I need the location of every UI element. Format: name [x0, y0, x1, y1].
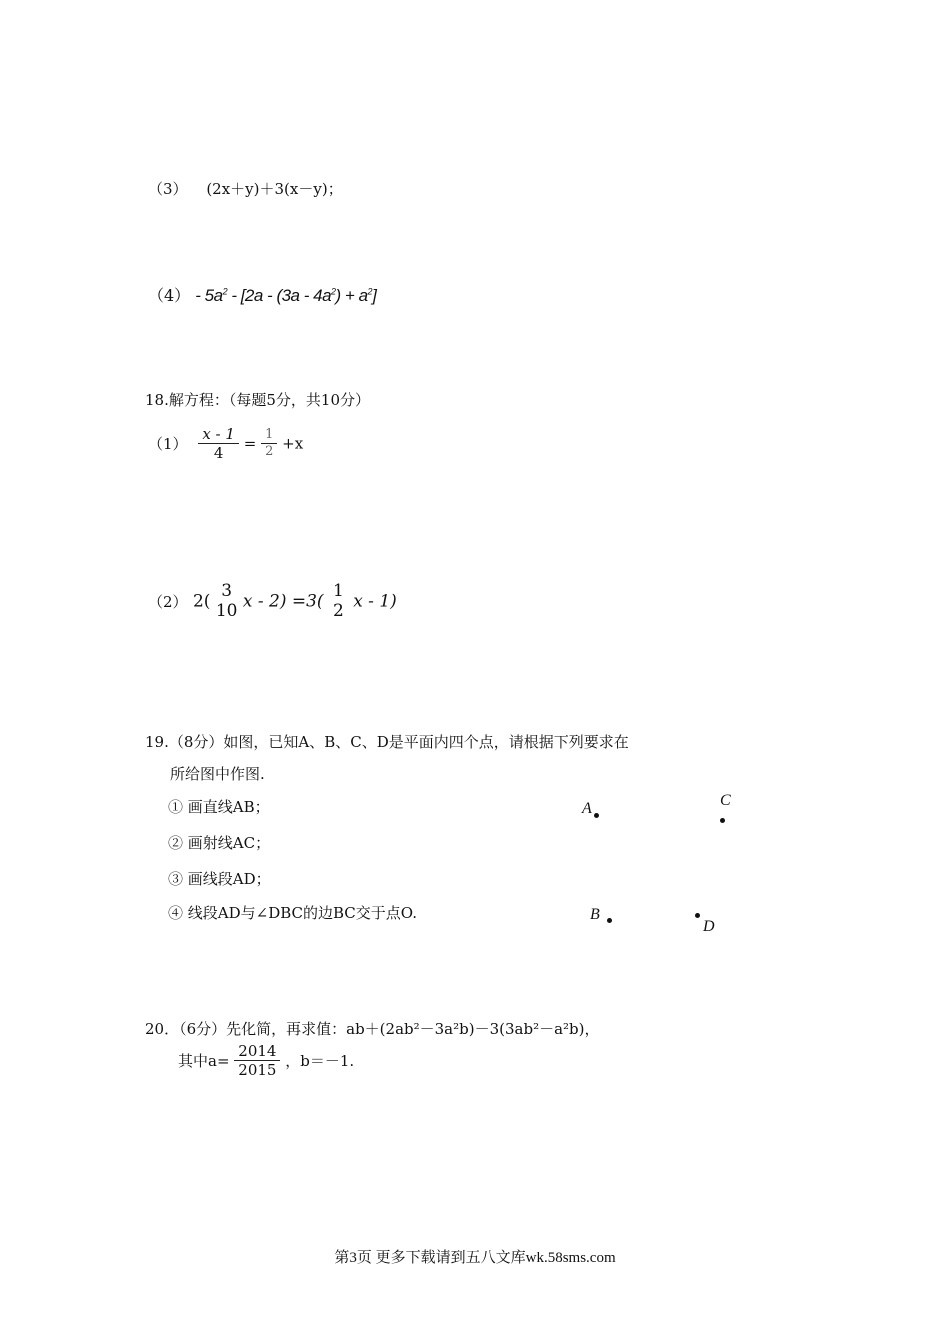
- q18-part1-rhs-fraction: [261, 427, 277, 459]
- point-label-a: A: [582, 800, 592, 817]
- q17-part4-label: （4）: [148, 286, 191, 305]
- q19-item-2: ② 画射线AC；: [168, 834, 271, 852]
- q18-part1-rhs-denominator: 2: [265, 444, 274, 459]
- q20-suffix: ，b＝－1.: [285, 1052, 355, 1070]
- point-label-b: B: [590, 906, 600, 923]
- q20-fraction-numerator: 2014: [234, 1042, 280, 1061]
- point-c-dot: [720, 818, 725, 823]
- q17-part3-expression: (2x＋y)＋3(x－y)；: [206, 180, 343, 198]
- q18-part1-equals: =: [243, 434, 257, 453]
- q17-part4-expression: - $5a^2 - [2a - (3a - 4a^2) + a^2]$: [195, 286, 377, 305]
- point-d-dot: [695, 913, 700, 918]
- page-footer: 第3页 更多下载请到五八文库wk.58sms.com: [334, 1250, 616, 1266]
- q18-part1-lhs-denominator: 4: [213, 444, 224, 462]
- q20-prefix: 其中a=: [178, 1052, 230, 1070]
- q18-part2-segment-c: x - 1): [353, 591, 397, 612]
- q18-part2-fraction-1: [216, 581, 238, 622]
- q19-item-4: ④ 线段AD与∠DBC的边BC交于点O.: [168, 904, 417, 922]
- q17-part4: [148, 283, 376, 306]
- point-b-dot: [607, 918, 612, 923]
- q18-part1-rhs-numerator: 1: [261, 427, 277, 444]
- q18-title: 18.解方程：（每题5分，共10分）: [145, 391, 370, 409]
- point-label-d: D: [703, 918, 715, 935]
- q18-part2-segment-b: x - 2) =3(: [242, 591, 324, 612]
- point-a-dot: [594, 813, 599, 818]
- q19-item-1: ① 画直线AB；: [168, 798, 270, 816]
- q18-part1-lhs-fraction: [198, 425, 239, 462]
- q18-part2-fraction-2-denominator: 2: [332, 601, 344, 622]
- q18-part2-segment-a: 2(: [192, 591, 211, 612]
- q19-item-3: ③ 画线段AD；: [168, 870, 271, 888]
- q18-part2: [148, 581, 397, 622]
- q18-part1-lhs-numerator: x - 1: [198, 425, 239, 444]
- q18-part1: [148, 425, 303, 462]
- point-label-c: C: [720, 792, 731, 809]
- q18-part2-fraction-2-numerator: 1: [332, 581, 344, 601]
- q18-part2-fraction-1-numerator: 3: [221, 581, 233, 601]
- q20-line1: 20．（6分）先化简，再求值：ab＋(2ab²－3a²b)－3(3ab²－a²b)，: [145, 1020, 600, 1038]
- q18-part2-fraction-1-denominator: 10: [215, 601, 238, 622]
- q18-part1-label: （1）: [148, 435, 188, 453]
- q18-part2-fraction-2: [329, 581, 348, 622]
- q20-fraction: [234, 1042, 280, 1079]
- q17-part3-label: （3）: [148, 180, 188, 198]
- q18-part2-label: （2）: [148, 592, 188, 611]
- q19-line1: 19.（8分）如图，已知A、B、C、D是平面内四个点，请根据下列要求在: [145, 733, 629, 751]
- q17-part3: [148, 178, 343, 199]
- q18-part1-rhs-tail: +x: [282, 434, 304, 453]
- q19-line2: 所给图中作图.: [170, 765, 265, 783]
- q20-line2: [178, 1042, 354, 1079]
- q20-fraction-denominator: 2015: [238, 1061, 277, 1079]
